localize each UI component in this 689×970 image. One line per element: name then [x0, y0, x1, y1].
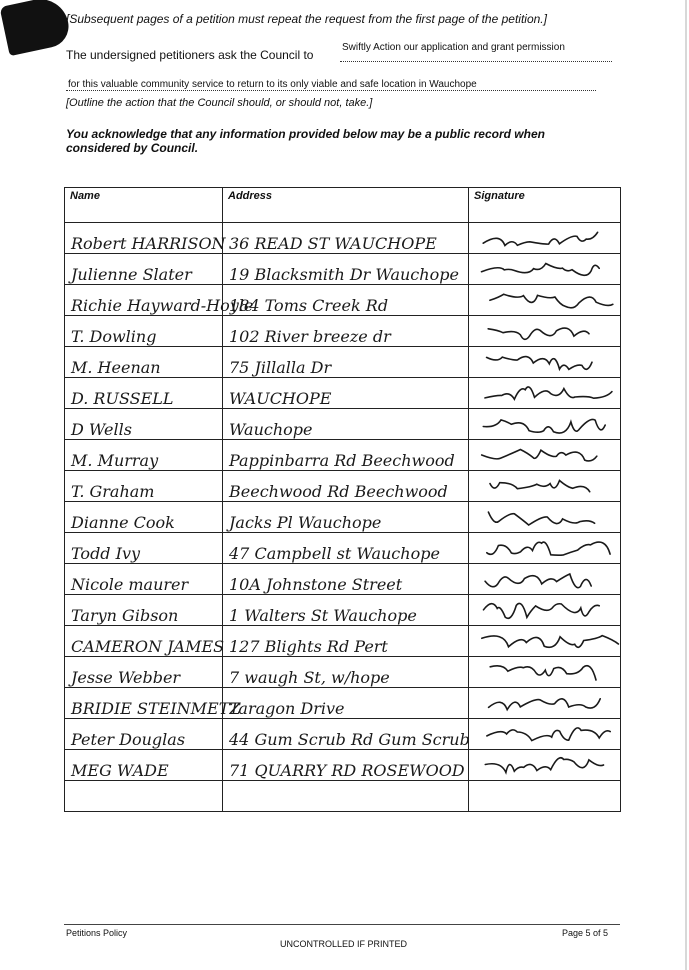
petitioner-signature [469, 750, 621, 781]
column-header-address: Address [223, 188, 469, 223]
petitioner-address: 19 Blacksmith Dr Wauchope [223, 254, 469, 285]
petitioner-name: CAMERON JAMES [65, 626, 223, 657]
acknowledgement: You acknowledge that any information provided below may be a public record when considered by Council. [66, 127, 545, 155]
signature-stroke [490, 666, 596, 680]
column-header-name: Name [65, 188, 223, 223]
request-intro: The undersigned petitioners ask the Council to [66, 48, 314, 62]
handwritten-signature [469, 224, 619, 253]
handwritten-signature [469, 689, 619, 718]
petitioner-address: 47 Campbell st Wauchope [223, 533, 469, 564]
petitioner-signature [469, 719, 621, 750]
table-row [65, 502, 621, 533]
signature-stroke [490, 481, 590, 492]
action-field [340, 41, 612, 62]
petitioner-name: Richie Hayward-Hoyle [65, 285, 223, 316]
petitioner-name: Julienne Slater [65, 254, 223, 285]
handwritten-signature [469, 410, 619, 439]
petitioner-signature [469, 378, 621, 409]
table-row [65, 781, 621, 812]
signature-stroke [485, 574, 591, 588]
signature-stroke [485, 758, 603, 773]
petitioner-name: Dianne Cook [65, 502, 223, 533]
signature-stroke [482, 264, 600, 276]
signature-stroke [489, 699, 601, 710]
table-header-row [65, 188, 621, 223]
signature-stroke [488, 328, 589, 339]
petitioner-name: Peter Douglas [65, 719, 223, 750]
petitioner-address: 1 Walters St Wauchope [223, 595, 469, 626]
signature-stroke [487, 357, 592, 370]
handwritten-signature [469, 255, 619, 284]
table-row [65, 316, 621, 347]
petitioner-signature [469, 502, 621, 533]
handwritten-signature [469, 348, 619, 377]
signature-stroke [482, 636, 619, 648]
action-dotted-line [66, 90, 596, 91]
petitioner-signature [469, 781, 621, 812]
table-row [65, 626, 621, 657]
petitioner-address [223, 781, 469, 812]
petitioner-name: Robert HARRISON [65, 223, 223, 254]
petitioner-address: Jacks Pl Wauchope [223, 502, 469, 533]
handwritten-signature [469, 534, 619, 563]
petitioner-signature [469, 254, 621, 285]
petitioner-address: Pappinbarra Rd Beechwood [223, 440, 469, 471]
column-header-signature: Signature [469, 188, 621, 223]
signature-table [64, 187, 621, 812]
petitioner-address: 184 Toms Creek Rd [223, 285, 469, 316]
handwritten-signature [469, 472, 619, 501]
petitioner-name: T. Graham [65, 471, 223, 502]
table-row [65, 440, 621, 471]
petitioner-signature [469, 440, 621, 471]
footer-page-number: Page 5 of 5 [562, 928, 609, 938]
table-row [65, 471, 621, 502]
footer-policy: Petitions Policy [66, 928, 128, 938]
table-row [65, 564, 621, 595]
petitioner-name: M. Murray [65, 440, 223, 471]
petitioner-address: Taragon Drive [223, 688, 469, 719]
signature-stroke [487, 728, 610, 741]
petitioner-address: WAUCHOPE [223, 378, 469, 409]
table-row [65, 254, 621, 285]
petitioner-signature [469, 223, 621, 254]
petitioner-name: D Wells [65, 409, 223, 440]
petitioner-signature [469, 409, 621, 440]
table-row [65, 223, 621, 254]
petitioner-name: M. Heenan [65, 347, 223, 378]
petitioner-name: T. Dowling [65, 316, 223, 347]
petitioner-address: 44 Gum Scrub Rd Gum Scrub [223, 719, 469, 750]
petitioner-name [65, 781, 223, 812]
handwritten-signature [469, 379, 619, 408]
handwritten-signature [469, 596, 619, 625]
petitioner-address: 71 QUARRY RD ROSEWOOD [223, 750, 469, 781]
petitioner-signature [469, 564, 621, 595]
signature-stroke [490, 294, 613, 307]
handwritten-signature [469, 317, 619, 346]
petitioner-address: 36 READ ST WAUCHOPE [223, 223, 469, 254]
petitioner-address: 10A Johnstone Street [223, 564, 469, 595]
petitioner-address: Wauchope [223, 409, 469, 440]
subsequent-pages-note: [Subsequent pages of a petition must repeat the request from the first page of the petition.] [66, 12, 547, 26]
action-continued: for this valuable community service to return to its only viable and safe location in Wauchope [68, 79, 477, 90]
petitioner-name: Nicole maurer [65, 564, 223, 595]
table-row [65, 347, 621, 378]
petitioner-signature [469, 688, 621, 719]
table-row [65, 688, 621, 719]
petitioner-name: Jesse Webber [65, 657, 223, 688]
table-row [65, 409, 621, 440]
petitioner-signature [469, 626, 621, 657]
signature-stroke [482, 450, 597, 461]
footer-uncontrolled: UNCONTROLLED IF PRINTED [280, 939, 408, 949]
petitioner-signature [469, 595, 621, 626]
table-row [65, 750, 621, 781]
signature-stroke [483, 419, 605, 433]
petitioner-address: 7 waugh St, w/hope [223, 657, 469, 688]
footer-rule [64, 924, 620, 925]
petitioner-address: 75 Jillalla Dr [223, 347, 469, 378]
petitioner-signature [469, 657, 621, 688]
scan-ink-blot [0, 0, 72, 56]
table-row [65, 533, 621, 564]
petitioner-name: Taryn Gibson [65, 595, 223, 626]
signature-stroke [484, 603, 600, 618]
signature-stroke [487, 542, 610, 555]
handwritten-signature [469, 503, 619, 532]
handwritten-signature [469, 720, 619, 749]
handwritten-signature [469, 627, 619, 656]
petitioner-name: BRIDIE STEINMETZ [65, 688, 223, 719]
table-row [65, 378, 621, 409]
handwritten-signature [469, 441, 619, 470]
petitioner-signature [469, 316, 621, 347]
petitioner-signature [469, 533, 621, 564]
petitioner-address: 127 Blights Rd Pert [223, 626, 469, 657]
handwritten-signature [469, 286, 619, 315]
table-row [65, 595, 621, 626]
table-row [65, 719, 621, 750]
petitioner-address: Beechwood Rd Beechwood [223, 471, 469, 502]
outline-note: [Outline the action that the Council should, or should not, take.] [66, 97, 373, 109]
signature-stroke [488, 512, 594, 525]
scan-edge-shadow [685, 0, 687, 970]
petitioner-name: MEG WADE [65, 750, 223, 781]
petitioner-address: 102 River breeze dr [223, 316, 469, 347]
table-row [65, 657, 621, 688]
handwritten-signature [469, 751, 619, 780]
petitioner-signature [469, 285, 621, 316]
petitioner-name: Todd Ivy [65, 533, 223, 564]
petitioner-name: D. RUSSELL [65, 378, 223, 409]
petitioner-signature [469, 471, 621, 502]
action-text: Swiftly Action our application and grant permission [342, 42, 565, 53]
signature-stroke [483, 232, 597, 245]
handwritten-signature [469, 658, 619, 687]
handwritten-signature [469, 565, 619, 594]
petitioner-signature [469, 347, 621, 378]
signature-stroke [485, 387, 612, 399]
table-row [65, 285, 621, 316]
